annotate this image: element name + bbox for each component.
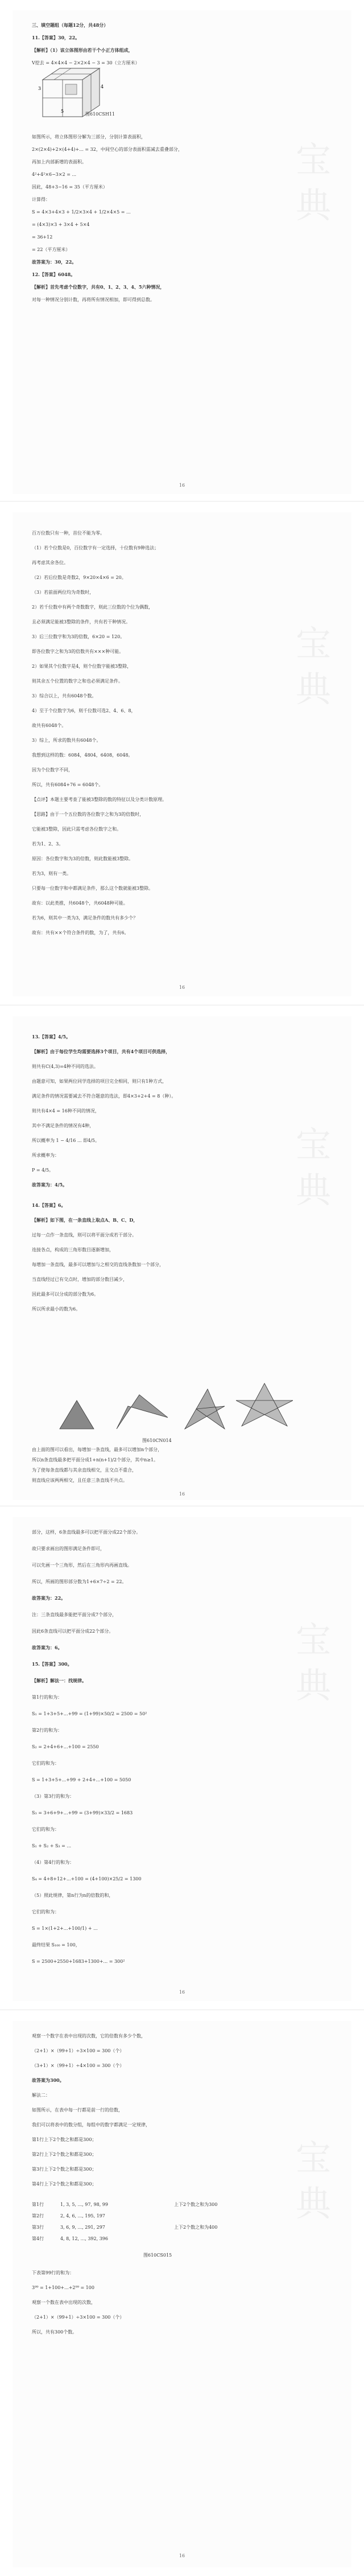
text-line: 只要每一位数字和中都满足条件，那么这个数就能被3整除。: [32, 886, 154, 891]
text-line: P = 4/5。: [32, 1168, 54, 1173]
text-line: 且必须满足能被3整除的条件，共有若干种情况。: [32, 619, 131, 625]
text-line: 故共有6048个。: [32, 723, 67, 728]
watermark-glyph: 典: [296, 1665, 332, 1706]
text-line: 则共有4×4 = 16种不同的情况，: [32, 1108, 100, 1114]
text-line: 所求概率为：: [32, 1153, 59, 1158]
table-cell: 第1行: [32, 2202, 44, 2207]
text-line: 12.【答案】6048。: [32, 272, 76, 277]
table-cell: 第2行: [32, 2213, 44, 2218]
text-line: 3）综合以上，共有6048个数。: [32, 693, 97, 699]
table-cell: 1, 3, 5, ..., 97, 98, 99: [60, 2202, 108, 2207]
text-line: 【解析】如下图，在一条直线上取点A、B、C、D，: [32, 1217, 138, 1223]
text-line: 2×(2×4)+2×(4+4)+... = 32，中间空心的部分表面积需减去重叠部分，: [32, 147, 183, 152]
text-line: 所以，共有6084+76 = 6048个。: [32, 782, 104, 787]
text-line: 我想到这样的数：6084，4804，6408，6048。: [32, 753, 133, 758]
text-line: 所以n条直线最多把平面分成1+n(n+1)/2个部分，其中n≥1。: [32, 1457, 159, 1462]
text-line: （4）第4行的和为：: [32, 1860, 75, 1865]
page-number: 16: [179, 1492, 185, 1497]
text-line: 故有：共有××个符合条件的数，为了，共有6。: [32, 930, 129, 935]
page-number: 16: [179, 1990, 185, 1995]
text-line: 所以概率为 1 − 4/16 ... 即4/5。: [32, 1138, 100, 1143]
text-line: 计算得：: [32, 197, 50, 202]
text-line: 连接各点，构成的三角形数目逐渐增加，: [32, 1247, 114, 1252]
text-line: 【思路】由于一个五位数的各位数字之和为3的倍数时，: [32, 812, 144, 817]
text-line: 部分，这样，6条直线最多可以把平面分成22个部分。: [32, 1530, 141, 1535]
text-line: 则共有C(4,3)=4种不同的选法。: [32, 1064, 98, 1069]
text-line: 【解析】解法一：找规律。: [32, 1678, 86, 1683]
watermark-glyph: 宝: [296, 1619, 332, 1661]
text-line: 故只要求画出的图形满足条件即可，: [32, 1546, 105, 1551]
text-line: 第1行上下2个数之和都是300；: [32, 2137, 97, 2142]
page-4: [13, 1517, 351, 2001]
text-line: 故有：以此类推，共6048个，共6048种可能。: [32, 901, 128, 906]
watermark-glyph: 宝: [296, 2137, 332, 2179]
text-line: = (4×3)×3 + 3×4 + 5×4: [32, 222, 90, 227]
text-line: 最终结果 S₁₀₀ = 100，: [32, 1942, 80, 1948]
text-line: 每增加一条直线，最多可以增加与之相交的直线条数加一个部分，: [32, 1262, 164, 1267]
text-line: （3）若前面两位均为奇数时，: [32, 590, 94, 595]
text-line: 11.【答案】30，22。: [32, 35, 80, 40]
text-line: 故答案为：22。: [32, 1595, 66, 1601]
text-line: 若为3，则有一类。: [32, 871, 72, 876]
text-line: S₄ = 4+8+12+...+100 = (4+100)×25/2 = 1300: [32, 1876, 142, 1881]
watermark-glyph: 典: [296, 184, 332, 226]
text-line: 14.【答案】6。: [32, 1202, 66, 1208]
cube-dim-label: 3: [38, 86, 42, 91]
figure-caption: 图610CN014: [142, 1438, 172, 1443]
text-line: 【解析】首先考虑个位数字，共有0、1、2、3、4、5六种情况，: [32, 284, 165, 290]
text-line: S₁ + S₂ + S₃ = ...: [32, 1843, 72, 1848]
text-line: 观察一个数在表中出现的次数，: [32, 2300, 96, 2305]
text-line: S = 2500+2550+1683+1300+... = 300²: [32, 1959, 125, 1964]
text-line: 满足条件的情况需要减去不符合题意的选法，即4×3+2+4 = 8（种）。: [32, 1094, 176, 1099]
table-cell: 3, 6, 9, ..., 291, 297: [60, 2225, 105, 2230]
text-line: 对每一种情况分别计数，再将所有情况相加，即可得到总数。: [32, 297, 155, 302]
table-cell: 上下2个数之和为400: [174, 2225, 218, 2230]
text-line: 第2行的和为：: [32, 1728, 63, 1733]
text-line: 故答案为300。: [32, 2077, 64, 2083]
text-line: 【解析】由于每位学生均需要选择3个项目，共有4个项目可供选择，: [32, 1049, 171, 1054]
page-number: 16: [179, 2553, 185, 2558]
text-line: 百万位数只有一种，首位不能为零。: [32, 531, 105, 536]
figure-caption: 图610CSH11: [85, 112, 115, 117]
text-line: 所以，共有300个数。: [32, 2330, 77, 2335]
table-cell: 4, 8, 12, ..., 392, 396: [60, 2236, 108, 2241]
text-line: S = 1+3+5+...+99 + 2+4+...+100 = 5050: [32, 1777, 131, 1782]
text-line: 则直线应该两两相交，且任意三条直线不共点。: [32, 1478, 127, 1483]
text-line: 我们可以将表中的数分组，每组中的数字都满足一定规律，: [32, 2122, 150, 2127]
text-line: 故答案为：4/5。: [32, 1182, 68, 1188]
figure-caption: 图610CS015: [143, 2253, 172, 2258]
text-line: S₁ = 1+3+5+...+99 = (1+99)×50/2 = 2500 = 50²: [32, 1711, 147, 1716]
star-figure: [54, 1378, 293, 1435]
text-line: 过每一点作一条直线，则可以将平面分成若干部分。: [32, 1232, 136, 1238]
text-line: 【点评】本题主要考查了能被3整除的数的特征以及分类计数原理。: [32, 797, 167, 802]
text-line: 可以先画一个三角形，然后在三角形内再画直线。: [32, 1563, 132, 1568]
text-line: S = 1×(1+2+...+100/1) + ...: [32, 1926, 98, 1931]
watermark-glyph: 典: [296, 2183, 332, 2224]
table-cell: 2, 4, 6, ..., 195, 197: [60, 2213, 105, 2218]
text-line: 如图所示，将立体图形分解为三部分，分别计算表面积，: [32, 134, 146, 139]
text-line: 3）后三位数字和为3的倍数，6×20 = 120。: [32, 634, 125, 639]
text-line: 因此最多可以分成的部分数为6。: [32, 1292, 99, 1297]
text-line: 2）若千位数中有两个奇数数字，则此三位数的个位为偶数，: [32, 605, 154, 610]
page-5: [13, 2021, 351, 2567]
watermark-glyph: 宝: [296, 1124, 332, 1165]
text-line: 由题意可知，如果两位同学选择的项目完全相同，则只有1种方式，: [32, 1079, 167, 1084]
text-line: 再考虑其余各位。: [32, 560, 68, 565]
watermark-glyph: 典: [296, 668, 332, 710]
page-2: [13, 512, 351, 996]
text-line: 13.【答案】4/5。: [32, 1034, 71, 1040]
text-line: 它能被3整除，因此只需考虑各位数字之和。: [32, 827, 122, 832]
text-line: （2+1）×（99+1）÷3×100 = 300（个）: [32, 2048, 125, 2053]
text-line: 【解析】（1）该立体图形由若干个小正方体组成，: [32, 47, 133, 53]
text-line: 若为1、2、3。: [32, 841, 64, 847]
cube-dim-label: 5: [61, 109, 64, 114]
watermark-glyph: 宝: [296, 623, 332, 664]
text-line: S₃ = 3+6+9+...+99 = (3+99)×33/2 = 1683: [32, 1810, 133, 1815]
text-line: （2+1）×（99+1）÷3×100 = 300（个）: [32, 2315, 125, 2320]
text-line: 故答案为：6。: [32, 1645, 63, 1650]
text-line: 3⁹⁹ = 1+100+...+2⁹⁹ = 100: [32, 2285, 94, 2290]
text-line: 4²+4²×6−3×2 = ...: [32, 172, 77, 177]
text-line: 其中不满足条件的情况有4种，: [32, 1123, 94, 1128]
watermark-glyph: 宝: [296, 139, 332, 180]
text-line: 3）综上，所求的数共有6048个。: [32, 738, 101, 743]
text-line: 三、填空题组（每题12分，共48分）: [32, 22, 109, 28]
text-line: 原因：各位数字和为3的倍数，则此数能被3整除。: [32, 856, 134, 861]
text-line: 第1行的和为：: [32, 1695, 63, 1700]
text-line: V挖去 = 4×4×4 − 2×2×4 − 3 = 30（立方厘米）: [32, 60, 140, 65]
page-separator: [0, 501, 364, 502]
text-line: 第4行上下2个数之和都是300；: [32, 2181, 97, 2187]
table-cell: 第3行: [32, 2225, 44, 2230]
text-line: = 36+12: [32, 235, 53, 240]
table-cell: 第4行: [32, 2236, 44, 2241]
text-line: （2）若后位数是奇数2，9×20×4×6 = 20。: [32, 575, 126, 580]
text-line: 由上面的图可以看出，每增加一条直线，最多可以增加n个部分，: [32, 1447, 163, 1452]
text-line: 如图所示，在表中每一行都是前一行的倍数，: [32, 2107, 123, 2113]
text-line: 它们的和为：: [32, 1827, 59, 1832]
text-line: 它们的和为：: [32, 1909, 59, 1914]
text-line: 下表第99行的和为：: [32, 2270, 75, 2275]
text-line: 则其余五个位置的数字之和也必须满足条件。: [32, 679, 123, 684]
page-number: 16: [179, 483, 185, 488]
text-line: 若为6，则其中一类为3，满足条件的数共有多少个？: [32, 915, 138, 921]
text-line: 再加上内部新增的表面积。: [32, 159, 86, 165]
table-cell: 上下2个数之和为300: [174, 2202, 218, 2207]
text-line: 为了使每条直线都与其余直线相交，且交点不重合，: [32, 1468, 136, 1473]
text-line: 故答案为：30，22。: [32, 259, 77, 265]
text-line: （3）第3行的和为：: [32, 1794, 75, 1799]
text-line: 15.【答案】300。: [32, 1661, 72, 1667]
text-line: 第3行上下2个数之和都是300；: [32, 2167, 97, 2172]
text-line: 因此6条直线可以把平面分成22个部分。: [32, 1629, 114, 1634]
text-line: （3+1）×（99+1）÷4×100 = 300（个）: [32, 2063, 125, 2068]
text-line: 注：三条直线最多能把平面分成7个部分，: [32, 1612, 117, 1617]
page-number: 16: [179, 985, 185, 990]
text-line: 2）如果其个位数字是4，则个位数字能被3整除，: [32, 664, 132, 669]
text-line: （1）若个位数是0，百位数字有一定选择，十位数有9种选法；: [32, 545, 159, 550]
text-line: 观察一个数字在表中出现的次数，它的倍数有多少个数，: [32, 2033, 146, 2039]
text-line: 因为个位数字不同，: [32, 767, 73, 773]
text-line: S₂ = 2+4+6+...+100 = 2550: [32, 1744, 99, 1749]
text-line: 第2行上下2个数之和都是300；: [32, 2152, 97, 2157]
text-line: 解法二：: [32, 2093, 50, 2098]
text-line: 当直线经过已有交点时，增加的部分数目减少，: [32, 1277, 127, 1282]
text-line: S = 4×3+4×3 + 1/2×3×4 + 1/2×4×5 = ...: [32, 209, 131, 215]
cube-dim-label: 4: [101, 84, 104, 89]
text-line: （5）照此规律，第n行为n的倍数的和，: [32, 1893, 114, 1898]
text-line: 因此，48+3−16 = 35（平方厘米）: [32, 184, 107, 190]
text-line: 所以所求最小的数为6。: [32, 1307, 81, 1312]
text-line: 所以，所画的图形部分数为1+6×7÷2 = 22。: [32, 1579, 127, 1584]
text-line: 它们的和为：: [32, 1761, 59, 1766]
watermark-glyph: 典: [296, 1169, 332, 1211]
text-line: 即各位数字之和为3的倍数共有×××种可能。: [32, 649, 124, 654]
text-line: = 22（平方厘米）: [32, 247, 71, 252]
text-line: 4）至于个位数字为6，则千位数可选2、4、6、8，: [32, 708, 136, 713]
